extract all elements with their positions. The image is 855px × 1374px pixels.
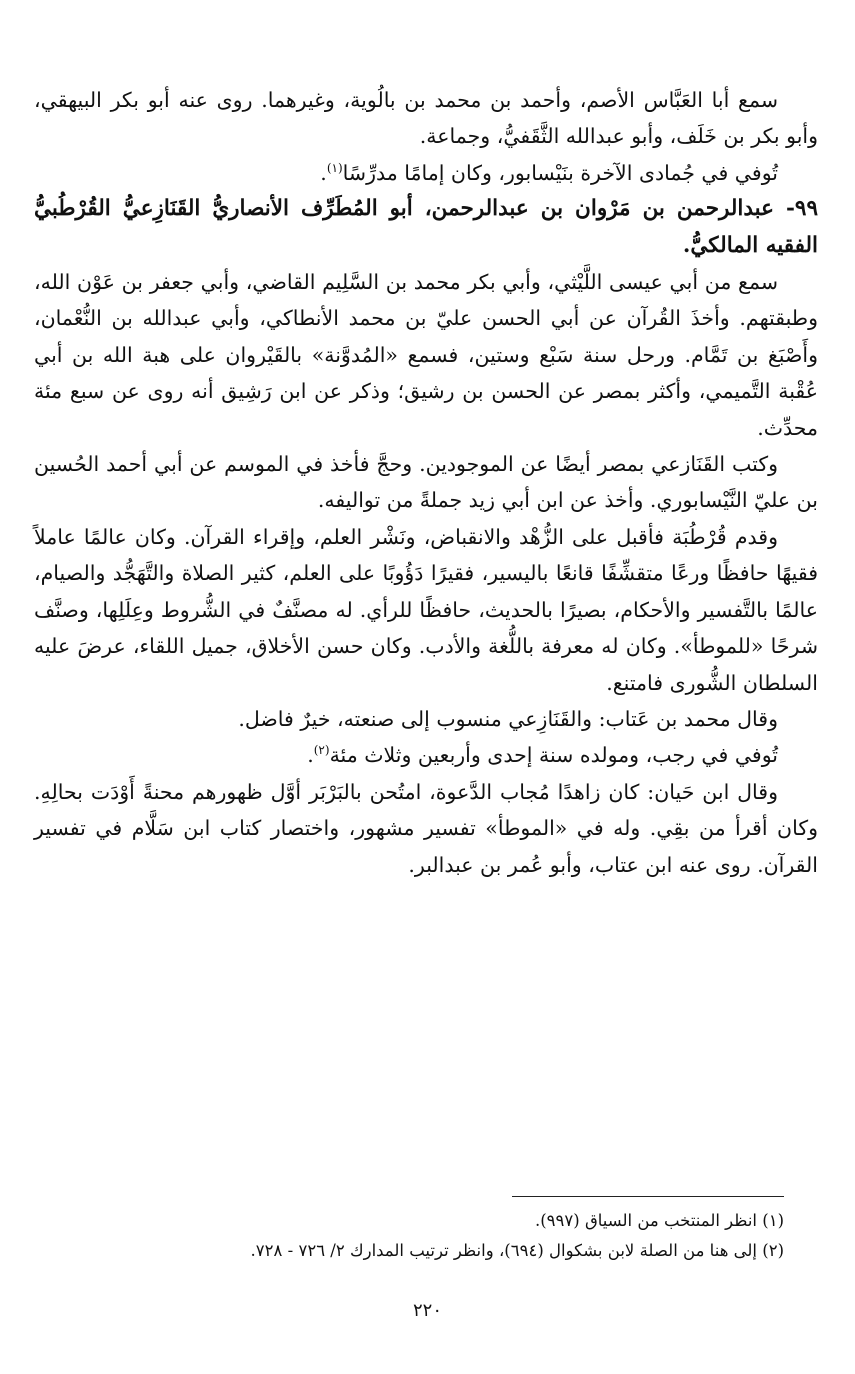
entry-98-paragraph-2 [34, 155, 818, 191]
entry-99-paragraph-1: سمع من أبي عيسى اللَّيْثي، وأبي بكر محمد بن السَّلِيم القاضي، وأبي جعفر بن عَوْن الله، وطبقتهم. وأخذَ القُرآن عن أبي الحسن عليّ بن محمد الأنطاكي، وأبي عبدالله بن النُّعْمان، وأَصْبَغ بن تَمَّام. ورحل سنة سَبْع وستين، فسمع «المُدوَّنة» بالقَيْروان على هبة الله بن أبي عُقْبة التَّميمي، وأكثر بمصر عن الحسن بن رشيق؛ وذكر عن ابن رَشِيق أنه روى عن سبع مئة محدِّث. [34, 270, 818, 440]
entry-99-death-text: تُوفي في رجب، ومولده سنة إحدى وأربعين وثلاث مئة [329, 743, 778, 768]
entry-99-paragraph-2: وكتب القَنَازعي بمصر أيضًا عن الموجودين. وحجَّ فأخذ في الموسم عن أبي أحمد الحُسين بن عليّ النَّيْسابوري. وأخذ عن ابن أبي زيد جملةً من تواليفه. [34, 452, 818, 513]
entry-98-paragraph-1: سمع أبا العَبَّاس الأصم، وأحمد بن محمد بن بالُوية، وغيرهما. روى عنه أبو بكر البيهقي، وأبو بكر بن خَلَف، وأبو عبدالله الثَّقَفيُّ، وجماعة. [34, 88, 818, 149]
entry-99-period: . [307, 743, 314, 768]
footnote-2: (٢) إلى هنا من الصلة لابن بشكوال (٦٩٤)، وانظر ترتيب المدارك ٢/ ٧٢٦ - ٧٢٨. [250, 1241, 784, 1260]
entry-98-period: . [320, 160, 327, 185]
page-number: ٢٢٠ [412, 1300, 442, 1321]
entry-99-paragraph-5 [34, 737, 818, 773]
footnote-ref-1[interactable]: (١) [326, 160, 343, 175]
entry-99-paragraph-3: وقدم قُرْطُبَة فأقبل على الزُّهْد والانقباض، ونَشْر العلم، وإقراء القرآن. وكان عالمًا عاملاً فقيهًا حافظًا ورعًا متقشِّفًا قانعًا باليسير، فقيرًا دَؤُوبًا على العلم، كثير الصلاة والتَّهَجُّد والصيام، عالمًا بالتَّفسير والأحكام، بصيرًا بالحديث، حافظًا للرأي. له مصنَّفٌ في الشُّروط وعِلَلِها، وصنَّف شرحًا «للموطأ». وكان له معرفة باللُّغة والأدب. وكان حسن الأخلاق، جميل اللقاء، عرضَ عليه السلطان الشُّورى فامتنع. [34, 524, 818, 695]
footnotes [60, 1206, 784, 1266]
entry-98-death-text: تُوفي في جُمادى الآخرة بنَيْسابور، وكان إمامًا مدرِّسًا [342, 160, 778, 185]
entry-99-paragraph-4: وقال محمد بن عَتاب: والقَنَازِعي منسوب إلى صنعته، خيرٌ فاضل. [238, 706, 778, 731]
entry-99-paragraph-6: وقال ابن حَيان: كان زاهدًا مُجاب الدَّعوة، امتُحن بالبَرْبَر أوَّل ظهورهم محنةً أَوْدَت بحالِهِ. وكان أقرأ من بقِي. وله في «الموطأ» تفسير مشهور، واختصار كتاب ابن سَلَّام في تفسير القرآن. روى عنه ابن عتاب، وأبو عُمر بن عبدالبر. [34, 779, 818, 877]
footnote-ref-2[interactable]: (٢) [313, 743, 330, 758]
main-text [34, 82, 818, 883]
footnote-separator [512, 1196, 784, 1197]
footnote-1: (١) انظر المنتخب من السياق (٩٩٧). [534, 1211, 784, 1230]
entry-99-heading: ٩٩- عبدالرحمن بن مَرْوان بن عبدالرحمن، أبو المُطَرِّف الأنصاريُّ القَنَازِعيُّ القُرْطُبيُّ الفقيه المالكيُّ. [34, 196, 818, 258]
